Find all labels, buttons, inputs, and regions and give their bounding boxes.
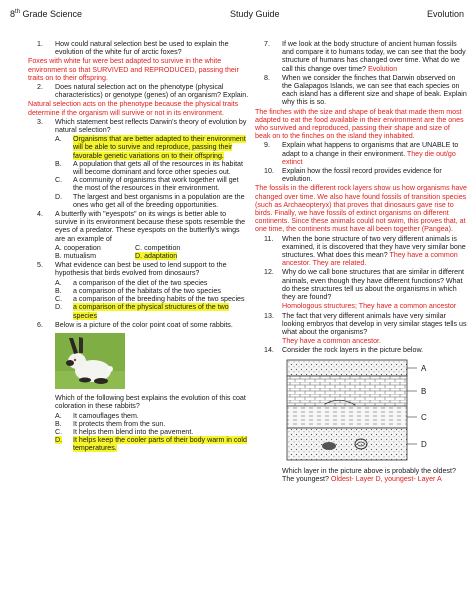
question-14: 14. Consider the rock layers in the picture below. (264, 346, 424, 355)
answer-12: Homologous structures; They have a common ancestor (282, 302, 457, 311)
answer-11: They have a common ancestor. They are related. (282, 251, 458, 268)
layer-label-b: B (421, 386, 427, 396)
question-6-prompt: Which of the following best explains the evolution of this coat coloration in these rabbits? (55, 394, 246, 411)
question-5: 5. What evidence can best be used to lend support to the hypothesis that birds evolved from dinosaurs? (37, 261, 227, 278)
option-3c: C. A community of organisms that work together will get the most of the resources in their environment. (55, 176, 239, 193)
answer-14: Oldest- Layer D, youngest- Layer A (330, 474, 442, 483)
layer-label-a: A (421, 363, 427, 373)
question-10: 10. Explain how the fossil record provides evidence for evolution. (264, 167, 442, 184)
option-5b: B. a comparison of the habitats of the two species (55, 286, 221, 295)
option-4a: A. cooperation (55, 243, 101, 252)
question-9: 9. Explain what happens to organisms that are UNABLE to adapt to a change in their environment. They die out/go extinct (264, 141, 459, 166)
left-column (28, 40, 250, 454)
layer-label-d: D (421, 439, 427, 449)
right-column (255, 40, 467, 483)
option-3b: B. A population that gets all of the resources in its habitat will become dominant and force other species out. (55, 159, 243, 177)
answer-10: The fossils in the different rock layers show us how organisms have changed over time. We also have found fossils of transition species (such as Archaeopteryx) that proves that dinosaurs gave rise to birds. Finally, we have fossils of extinct organisms on different continents. Since these animals could not swim, this proves that, at one time, the continents must have all been together (Pangea). (255, 184, 467, 234)
rock-layers-diagram (285, 358, 435, 462)
option-5d: D. a comparison of the physical structures of the two species (55, 303, 229, 320)
question-14-prompt: Which layer in the picture above is probably the oldest? The youngest? Oldest- Layer D, youngest- Layer A (282, 466, 456, 483)
option-4d: D. adaptation (135, 252, 178, 261)
option-3a: A. Organisms that are better adapted to their environment will be able to survive and reproduce, passing their favorable genetic variations on to their offspring. (55, 135, 246, 160)
question-7: 7. If we look at the body structure of ancient human fossils and compare it to humans today, we can see that the body structure of humans has changed over time. What do we call this change over time? Evolution (264, 40, 466, 73)
question-2: 2. Does natural selection act on the phenotype (physical characteristics) or genotype (genes) of an organism? Explain. (37, 83, 249, 100)
document-title: Study Guide (230, 9, 280, 19)
question-12: 12. Why do we call bone structures that are similar in different animals, even though they have different functions? What do these structures tell us about the organisms in which they are found? (264, 268, 465, 302)
fossil-icon (322, 442, 336, 450)
question-6: 6. Below is a picture of the color point coat of some rabbits. (37, 320, 233, 329)
layer-label-c: C (421, 412, 427, 422)
option-5c: C. a comparison of the breeding habits of the two species (55, 295, 245, 304)
question-4: 4. A butterfly with "eyespots" on its wings is better able to survive in its environment because these spots resemble the eyes of a predator. These eyespots on the butterfly's wings are an example of (37, 210, 246, 243)
answer-13: They have a common ancestor. (282, 337, 381, 346)
question-4-options (28, 244, 250, 260)
option-6c: C. It helps them blend into the pavement. (55, 427, 194, 436)
option-5a: A. a comparison of the diet of the two species (55, 278, 208, 287)
question-3: 3. Which statement best reflects Darwin's theory of evolution by natural selection? (37, 117, 247, 135)
layer-d (287, 428, 407, 460)
question-8: 8. When we consider the finches that Darwin observed on the Galapagos Islands, we can see that each species on each island has a different size and shape of beak. Explain why this is so. (264, 73, 467, 107)
answer-2: Natural selection acts on the phenotype because the physical traits determine if the organism will survive or not in its environment. (28, 100, 239, 117)
option-4c: C. competition (135, 243, 181, 252)
answer-7: Evolution (367, 64, 398, 73)
question-3-options (28, 135, 250, 209)
answer-1: Foxes with white fur were best adapted to survive in the white environment so that SURVIVED and REPRODUCED, passing their traits on to their offspring. (28, 57, 239, 82)
layer-c (287, 406, 407, 428)
answer-8: The finches with the size and shape of beak that made them most adapted to eat the food available in their environment are the ones who survived and reproduced, passing their shape and size of beak on to the finches on the island they inhabited. (255, 107, 464, 141)
option-6d: D. It helps keep the cooler parts of their body warm in cold temperatures. (55, 436, 247, 453)
option-4b: B. mutualism (55, 252, 97, 261)
question-13: 13. The fact that very different animals have very similar looking embryos that develop in very similar stages tells us what about the organisms? (264, 311, 467, 336)
course-title: 8th Grade Science (10, 9, 83, 19)
option-6a: A. It camouflages them. (55, 411, 139, 420)
question-1: 1. How could natural selection best be used to explain the evolution of the white fur of arctic foxes? (37, 40, 229, 57)
option-3d: D. The largest and best organisms in a population are the ones who get all of the breeding opportunities. (55, 192, 245, 209)
option-6b: B. It protects them from the sun. (55, 419, 166, 428)
rabbit-photo (55, 333, 125, 389)
question-11: 11. When the bone structure of two very different animals is examined, it is discovered that they have very similar bone structures. What does this mean? They have a common ancestor. They are related. (264, 234, 466, 268)
page-header (10, 8, 464, 20)
question-5-options (28, 279, 250, 320)
layer-a (287, 360, 407, 376)
question-6-options (28, 412, 250, 453)
unit-title: Evolution (426, 9, 464, 19)
answer-9: They die out/go extinct (282, 149, 456, 166)
